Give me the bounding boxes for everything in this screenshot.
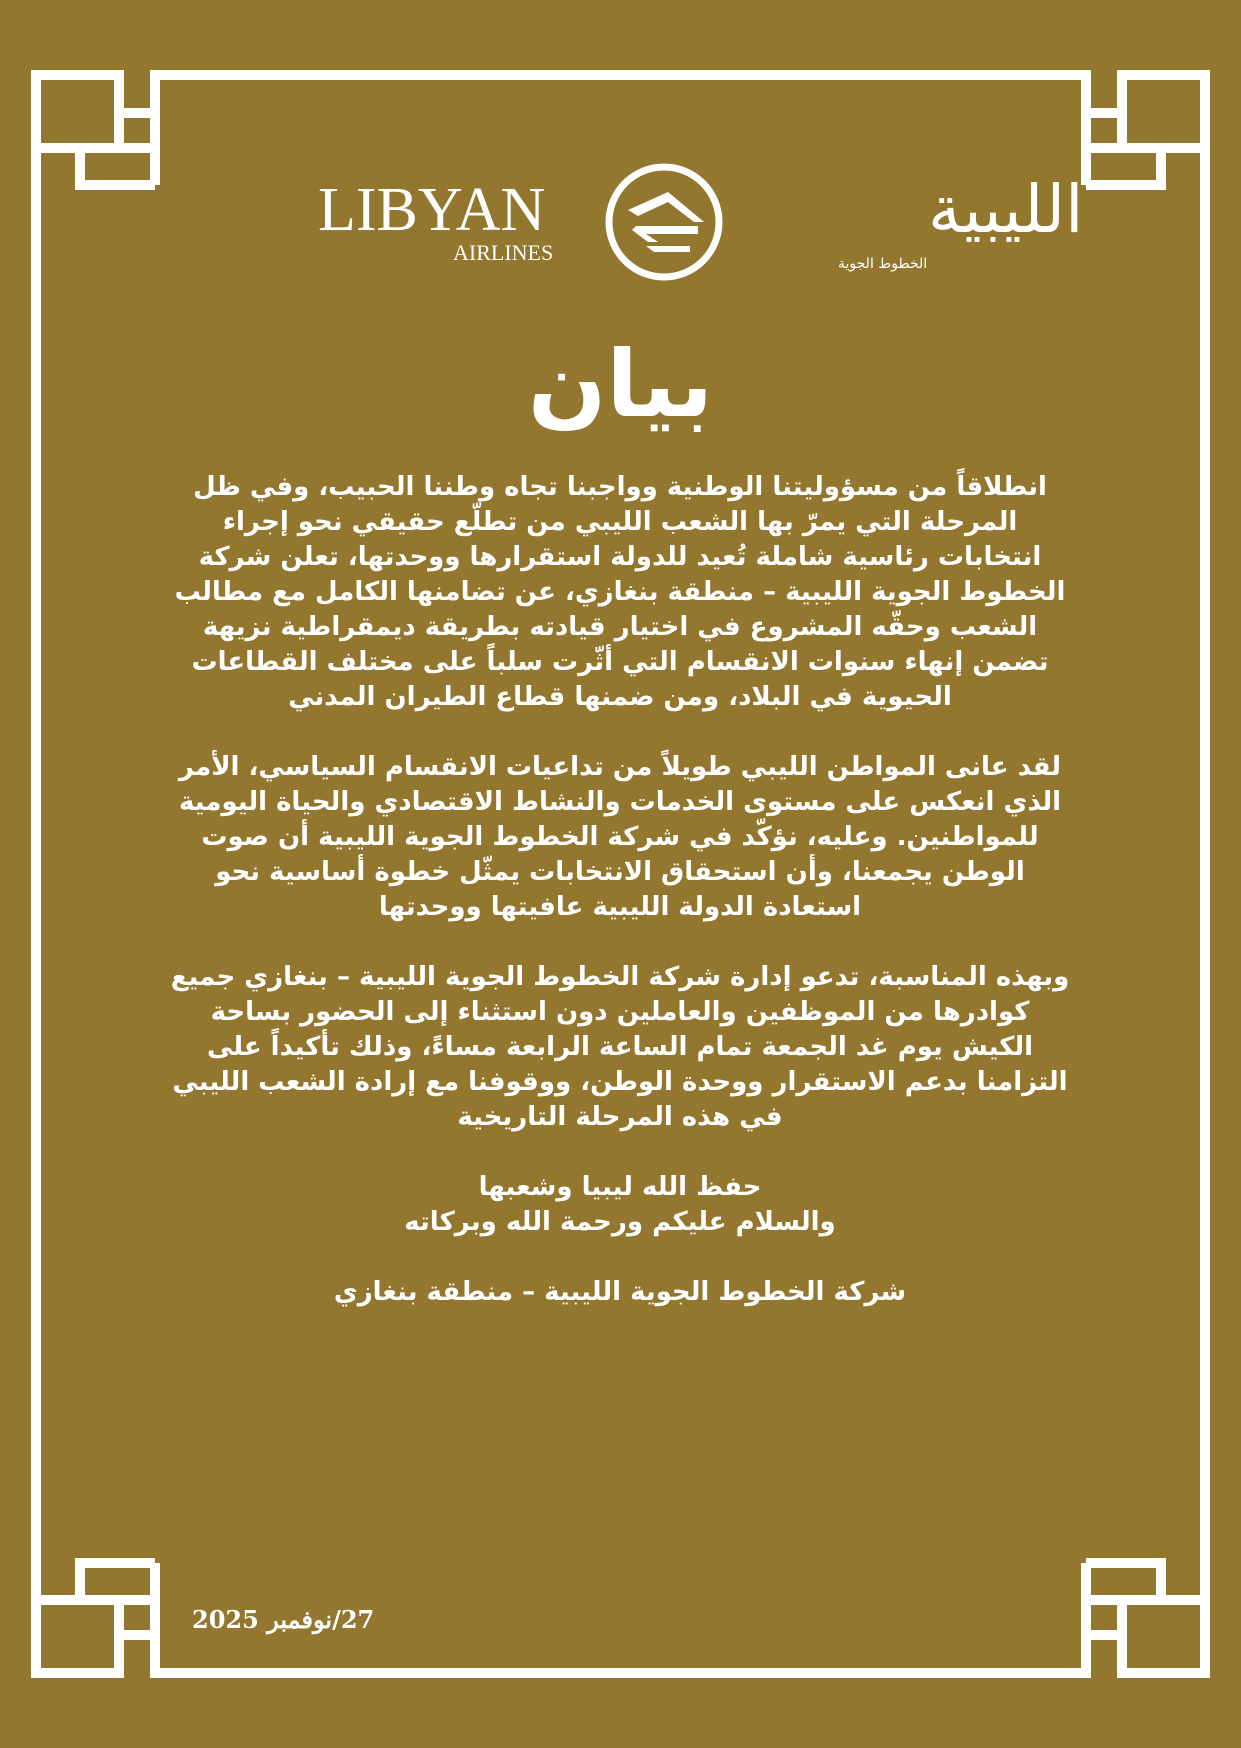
- closing-line-1: حفظ الله ليبيا وشعبها: [478, 1172, 762, 1202]
- logo-arabic-sub: الخطوط الجوية: [838, 256, 928, 272]
- logo-english-sub: AIRLINES: [453, 240, 554, 265]
- libyan-airlines-logo: [318, 160, 1084, 285]
- signature: شركة الخطوط الجوية الليبية – منطقة بنغازي: [333, 1277, 907, 1307]
- airline-emblem-icon: [609, 167, 719, 277]
- statement-paragraph-1: انطلاقاً من مسؤوليتنا الوطنية وواجبنا تجاه وطننا الحبيب، وفي ظل المرحلة التي يمرّ بها الشعب الليبي من تطلّع حقيقي نحو إجراء انتخابات رئاسية شاملة تُعيد للدولة استقرارها ووحدتها، تعلن شركة الخطوط الجوية الليبية – منطقة بنغازي، عن تضامنها الكامل مع مطالب الشعب وحقّه المشروع في اختيار قيادته بطريقة ديمقراطية نزيهة تضمن إنهاء سنوات الانقسام التي أثّرت سلباً على مختلف القطاعات الحيوية في البلاد، ومن ضمنها قطاع الطيران المدني: [174, 472, 1066, 712]
- statement-date: 27/نوفمبر 2025: [192, 1605, 375, 1634]
- closing-line-2: والسلام عليكم ورحمة الله وبركاته: [404, 1207, 836, 1237]
- logo-arabic-name: الليبية: [928, 171, 1084, 248]
- logo-english-name: LIBYAN: [318, 176, 546, 244]
- statement-body: [170, 470, 1070, 1310]
- statement-paragraph-2: لقد عانى المواطن الليبي طويلاً من تداعيات الانقسام السياسي، الأمر الذي انعكس على مستوى الخدمات والنشاط الاقتصادي والحياة اليومية للمواطنين. وعليه، نؤكّد في شركة الخطوط الجوية الليبية أن صوت الوطن يجمعنا، وأن استحقاق الانتخابات يمثّل خطوة أساسية نحو استعادة الدولة الليبية عافيتها ووحدتها: [178, 752, 1062, 922]
- statement-title: بيان: [527, 331, 714, 438]
- statement-paragraph-3: وبهذه المناسبة، تدعو إدارة شركة الخطوط الجوية الليبية – بنغازي جميع كوادرها من الموظفين والعاملين دون استثناء إلى الحضور بساحة الكيش يوم غد الجمعة تمام الساعة الرابعة مساءً، وذلك تأكيداً على التزامنا بدعم الاستقرار ووحدة الوطن، ووقوفنا مع إرادة الشعب الليبي في هذه المرحلة التاريخية: [170, 962, 1070, 1132]
